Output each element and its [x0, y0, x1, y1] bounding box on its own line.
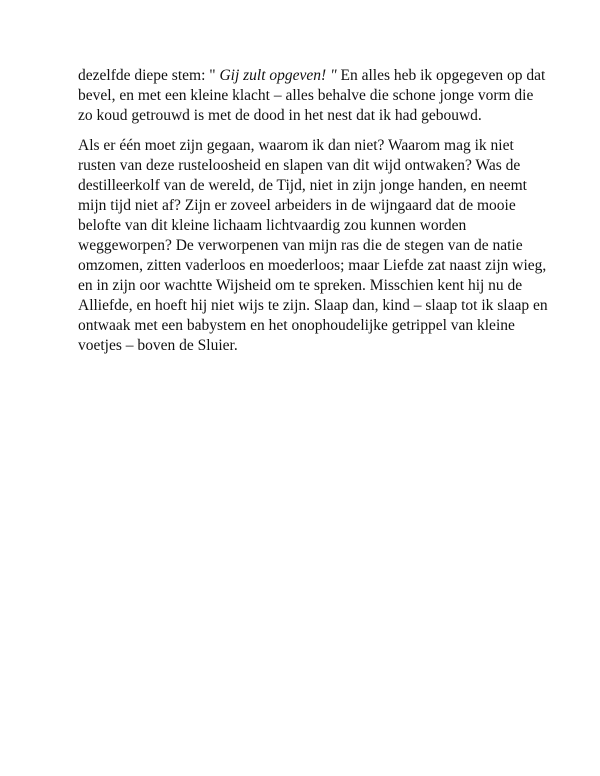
paragraph-2-line: Als er één moet zijn gegaan, waarom ik dan niet? Waarom mag ik niet: [78, 137, 514, 154]
paragraph-2-line: Alliefde, en hoeft hij niet wijs te zijn. Slaap dan, kind – slaap tot ik slaap en: [78, 297, 548, 314]
paragraph-1-line-3: zo koud getrouwd is met de dood in het nest dat ik had gebouwd.: [78, 107, 482, 124]
paragraph-2-line: omzomen, zitten vaderloos en moederloos; maar Liefde zat naast zijn wieg,: [78, 257, 547, 274]
quote-intro: dezelfde diepe stem: ": [78, 67, 220, 84]
paragraph-2-line: weggeworpen? De verworpenen van mijn ras die de stegen van de natie: [78, 237, 523, 254]
paragraph-2: [78, 136, 548, 356]
paragraph-1-line-2: bevel, en met een kleine klacht – alles behalve die schone jonge vorm die: [78, 87, 534, 104]
paragraph-1-line-1: [78, 66, 546, 86]
paragraph-1: [78, 66, 546, 126]
quote-continuation: En alles heb ik opgegeven op dat: [336, 67, 546, 84]
paragraph-2-line: mijn tijd niet af? Zijn er zoveel arbeiders in de wijngaard dat de mooie: [78, 197, 516, 214]
paragraph-2-line: voetjes – boven de Sluier.: [78, 337, 238, 354]
italic-quote: Gij zult opgeven! ": [219, 67, 337, 84]
paragraph-2-line: rusten van deze rusteloosheid en slapen van dit wijd ontwaken? Was de: [78, 157, 521, 174]
paragraph-2-line: en in zijn oor wachtte Wijsheid om te spreken. Misschien kent hij nu de: [78, 277, 523, 294]
paragraph-2-line: ontwaak met een babystem en het onophoudelijke getrippel van kleine: [78, 317, 515, 334]
paragraph-2-line: belofte van dit kleine lichaam lichtvaardig zou kunnen worden: [78, 217, 467, 234]
paragraph-2-line: destilleerkolf van de wereld, de Tijd, niet in zijn jonge handen, en neemt: [78, 177, 527, 194]
